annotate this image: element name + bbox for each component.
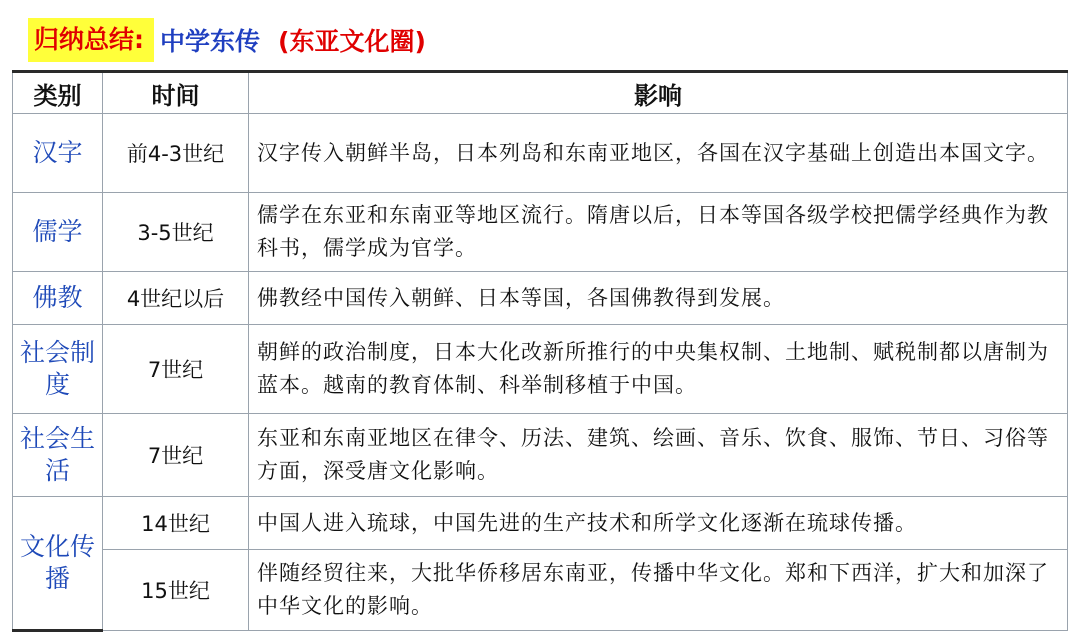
title-subtitle: (东亚文化圈) (278, 27, 426, 56)
header-time: 时间 (103, 72, 249, 114)
table-row (13, 550, 1068, 631)
impact-cell: 佛教经中国传入朝鲜、日本等国，各国佛教得到发展。 (249, 272, 1068, 325)
impact-cell: 伴随经贸往来，大批华侨移居东南亚，传播中华文化。郑和下西洋，扩大和加深了中华文化的影响。 (249, 550, 1068, 631)
table-row (13, 272, 1068, 325)
category-cell: 社会制度 (13, 325, 103, 414)
time-cell: 7世纪 (103, 325, 249, 414)
title-main: 中学东传 (160, 27, 261, 56)
table-row (13, 114, 1068, 193)
slide-title (28, 18, 426, 62)
time-cell: 15世纪 (103, 550, 249, 631)
header-category: 类别 (13, 72, 103, 114)
table-row (13, 193, 1068, 272)
time-cell: 3-5世纪 (103, 193, 249, 272)
time-cell: 前4-3世纪 (103, 114, 249, 193)
impact-cell: 汉字传入朝鲜半岛，日本列岛和东南亚地区，各国在汉字基础上创造出本国文字。 (249, 114, 1068, 193)
category-cell: 佛教 (13, 272, 103, 325)
impact-cell: 东亚和东南亚地区在律令、历法、建筑、绘画、音乐、饮食、服饰、节日、习俗等方面，深受唐文化影响。 (249, 414, 1068, 497)
time-cell: 14世纪 (103, 497, 249, 550)
summary-table (12, 70, 1068, 632)
impact-cell: 朝鲜的政治制度，日本大化改新所推行的中央集权制、土地制、赋税制都以唐制为蓝本。越南的教育体制、科举制移植于中国。 (249, 325, 1068, 414)
impact-cell: 儒学在东亚和东南亚等地区流行。隋唐以后，日本等国各级学校把儒学经典作为教科书，儒学成为官学。 (249, 193, 1068, 272)
header-impact: 影响 (249, 72, 1068, 114)
category-cell: 社会生活 (13, 414, 103, 497)
table-row (13, 414, 1068, 497)
title-label: 归纳总结: (28, 18, 154, 62)
table-row (13, 497, 1068, 550)
category-cell: 文化传播 (13, 497, 103, 631)
table-row (13, 325, 1068, 414)
time-cell: 4世纪以后 (103, 272, 249, 325)
category-cell: 儒学 (13, 193, 103, 272)
impact-cell: 中国人进入琉球，中国先进的生产技术和所学文化逐渐在琉球传播。 (249, 497, 1068, 550)
category-cell: 汉字 (13, 114, 103, 193)
time-cell: 7世纪 (103, 414, 249, 497)
table-header-row (13, 72, 1068, 114)
